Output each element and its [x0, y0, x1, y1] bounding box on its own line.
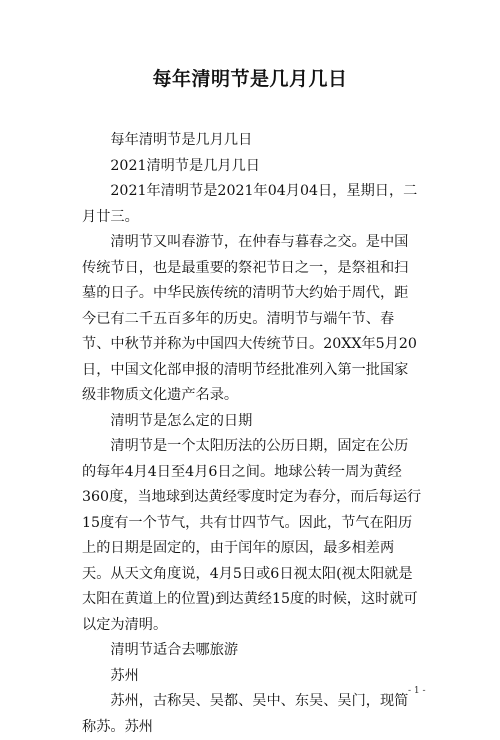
page-number: - 1 - [408, 686, 426, 696]
paragraph-date-explanation: 清明节是一个太阳历法的公历日期，固定在公历的每年4月4日至4月6日之间。地球公转一周为黄经360度，当地球到达黄经零度时定为春分，而后每运行15度有一个节气，共有廿四节气。因此，节气在阳历上的日期是固定的，由于闰年的原因，最多相差两天。从天文角度说，4月5日或6日视太阳(视太阳就是太阳在黄道上的位置)到达黄经15度的时候，这时就可以定为清明。 [82, 438, 422, 633]
paragraph-heading-2: 2021清明节是几月几日 [110, 157, 260, 174]
paragraph-subheading-date: 清明节是怎么定的日期 [110, 412, 253, 429]
paragraph-intro: 清明节又叫春游节，在仲春与暮春之交。是中国传统节日，也是最重要的祭祀节日之一，是祭祖和扫墓的日子。中华民族传统的清明节大约始于周代，距今已有二千五百多年的历史。清明节与端午节、春节、中秋节并称为中国四大传统节日。20XX年5月20日，中国文化部申报的清明节经批准列入第一批国家级非物质文化遗产名录。 [82, 234, 417, 403]
paragraph-subheading-travel: 清明节适合去哪旅游 [110, 642, 239, 658]
document-body [82, 128, 422, 740]
paragraph-heading-1: 每年清明节是几月几日 [110, 132, 253, 148]
document-title: 每年清明节是几月几日 [152, 68, 348, 90]
paragraph-suzhou-text: 苏州，古称吴、吴都、吴中、东吴、吴门，现简称苏。苏州 [82, 693, 409, 735]
paragraph-suzhou-heading: 苏州 [110, 667, 139, 684]
paragraph-date: 2021年清明节是2021年04月04日，星期日，二月廿三。 [82, 183, 418, 225]
